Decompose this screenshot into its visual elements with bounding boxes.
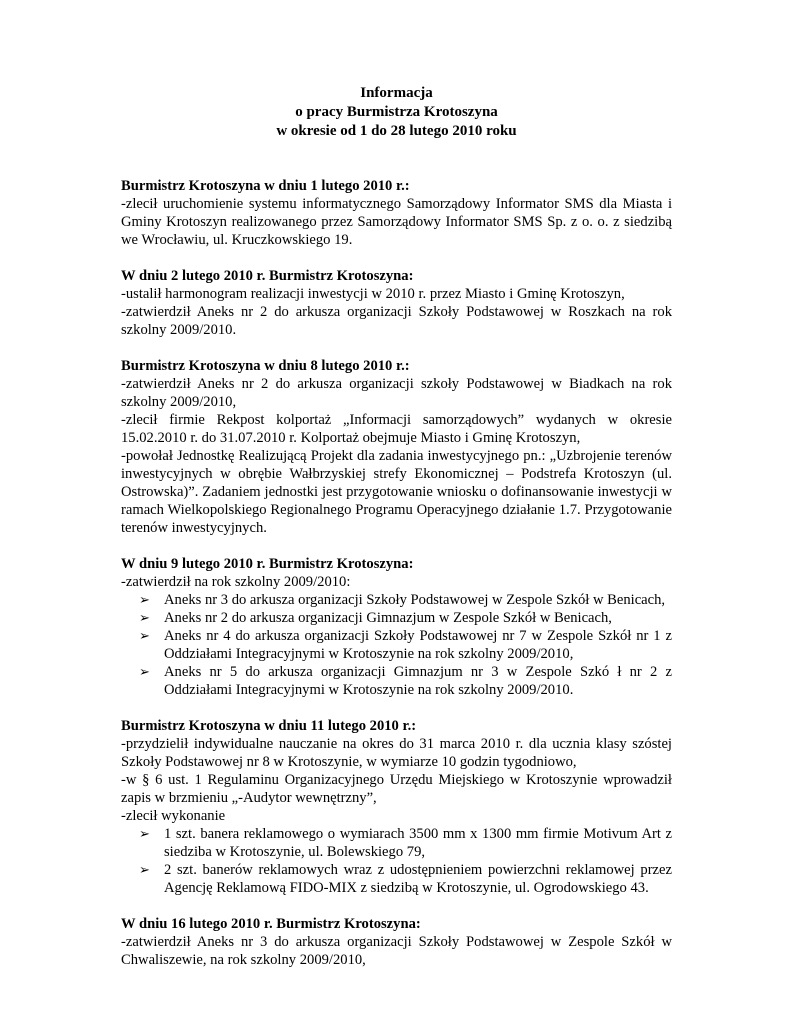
document-page	[121, 84, 672, 987]
list-item	[139, 591, 672, 609]
section-feb-9	[121, 555, 672, 699]
list-item-text: Aneks nr 2 do arkusza organizacji Gimnazjum w Zespole Szkół w Benicach,	[164, 610, 612, 626]
list-item	[139, 663, 672, 699]
document-title	[121, 84, 672, 141]
section-heading: W dniu 16 lutego 2010 r. Burmistrz Krotoszyna:	[121, 916, 421, 932]
section-feb-2	[121, 267, 672, 339]
section-feb-8	[121, 357, 672, 537]
arrow-right-icon: ➢	[139, 862, 150, 877]
section-feb-11	[121, 717, 672, 897]
paragraph: -zatwierdził Aneks nr 3 do arkusza organizacji Szkoły Podstawowej w Zespole Szkół w Chwaliszewie, na rok szkolny 2009/2010,	[121, 934, 672, 968]
section-heading: W dniu 2 lutego 2010 r. Burmistrz Krotoszyna:	[121, 268, 414, 284]
section-feb-16	[121, 915, 672, 969]
list-item	[139, 825, 672, 861]
arrow-right-icon: ➢	[139, 592, 150, 607]
list-item-text: 1 szt. banera reklamowego o wymiarach 3500 mm x 1300 mm firmie Motivum Art z siedziba w Krotoszynie, ul. Bolewskiego 79,	[164, 826, 672, 860]
paragraph: -zatwierdził Aneks nr 2 do arkusza organizacji szkoły Podstawowej w Biadkach na rok szkolny 2009/2010,	[121, 376, 672, 410]
title-line-1: Informacja	[360, 85, 433, 101]
arrow-right-icon: ➢	[139, 826, 150, 841]
title-line-3: w okresie od 1 do 28 lutego 2010 roku	[276, 123, 517, 139]
paragraph: -powołał Jednostkę Realizującą Projekt dla zadania inwestycyjnego pn.: „Uzbrojenie terenów inwestycyjnych w obrębie Wałbrzyskiej strefy Ekonomicznej – Podstrefa Krotoszyn (ul. Ostrowska)”. Zadaniem jednostki jest przygotowanie wniosku o dofinansowanie inwestycji w ramach Wielkopolskiego Regionalnego Programu Operacyjnego działanie 1.7. Przygotowanie terenów inwestycyjnych.	[121, 448, 672, 536]
arrow-right-icon: ➢	[139, 610, 150, 625]
list-item-text: Aneks nr 4 do arkusza organizacji Szkoły Podstawowej nr 7 w Zespole Szkół nr 1 z Oddziałami Integracyjnymi w Krotoszynie na rok szkolny 2009/2010,	[164, 628, 672, 662]
list-item	[139, 609, 672, 627]
paragraph: -zatwierdził na rok szkolny 2009/2010:	[121, 574, 351, 590]
paragraph: -zlecił wykonanie	[121, 808, 226, 824]
paragraph: -zlecił firmie Rekpost kolportaż „Informacji samorządowych” wydanych w okresie 15.02.2010 r. do 31.07.2010 r. Kolportaż obejmuje Miasto i Gminę Krotoszyn,	[121, 412, 672, 446]
bullet-list	[121, 591, 672, 699]
paragraph: -zlecił uruchomienie systemu informatycznego Samorządowy Informator SMS dla Miasta i Gminy Krotoszyn realizowanego przez Samorządowy Informator SMS Sp. z o. o. z siedzibą we Wrocławiu, ul. Kruczkowskiego 19.	[121, 196, 672, 248]
paragraph: -ustalił harmonogram realizacji inwestycji w 2010 r. przez Miasto i Gminę Krotoszyn,	[121, 286, 625, 302]
list-item-text: Aneks nr 5 do arkusza organizacji Gimnazjum nr 3 w Zespole Szkó ł nr 2 z Oddziałami Integracyjnymi w Krotoszynie na rok szkolny 2009/2010.	[164, 664, 672, 698]
title-line-2: o pracy Burmistrza Krotoszyna	[295, 104, 498, 120]
section-heading: Burmistrz Krotoszyna w dniu 1 lutego 2010 r.:	[121, 178, 410, 194]
section-heading: Burmistrz Krotoszyna w dniu 11 lutego 2010 r.:	[121, 718, 417, 734]
paragraph: -zatwierdził Aneks nr 2 do arkusza organizacji Szkoły Podstawowej w Roszkach na rok szkolny 2009/2010.	[121, 304, 672, 338]
list-item-text: Aneks nr 3 do arkusza organizacji Szkoły Podstawowej w Zespole Szkół w Benicach,	[164, 592, 666, 608]
paragraph: -w § 6 ust. 1 Regulaminu Organizacyjnego Urzędu Miejskiego w Krotoszynie wprowadził zapis w brzmieniu „-Audytor wewnętrzny”,	[121, 772, 672, 806]
section-feb-1	[121, 177, 672, 249]
bullet-list	[121, 825, 672, 897]
arrow-right-icon: ➢	[139, 628, 150, 643]
section-heading: W dniu 9 lutego 2010 r. Burmistrz Krotoszyna:	[121, 556, 414, 572]
paragraph: -przydzielił indywidualne nauczanie na okres do 31 marca 2010 r. dla ucznia klasy szóstej Szkoły Podstawowej nr 8 w Krotoszynie, w wymiarze 10 godzin tygodniowo,	[121, 736, 672, 770]
list-item	[139, 627, 672, 663]
list-item-text: 2 szt. banerów reklamowych wraz z udostępnieniem powierzchni reklamowej przez Agencję Reklamową FIDO-MIX z siedzibą w Krotoszynie, ul. Ogrodowskiego 43.	[164, 862, 672, 896]
list-item	[139, 861, 672, 897]
section-heading: Burmistrz Krotoszyna w dniu 8 lutego 2010 r.:	[121, 358, 410, 374]
arrow-right-icon: ➢	[139, 664, 150, 679]
